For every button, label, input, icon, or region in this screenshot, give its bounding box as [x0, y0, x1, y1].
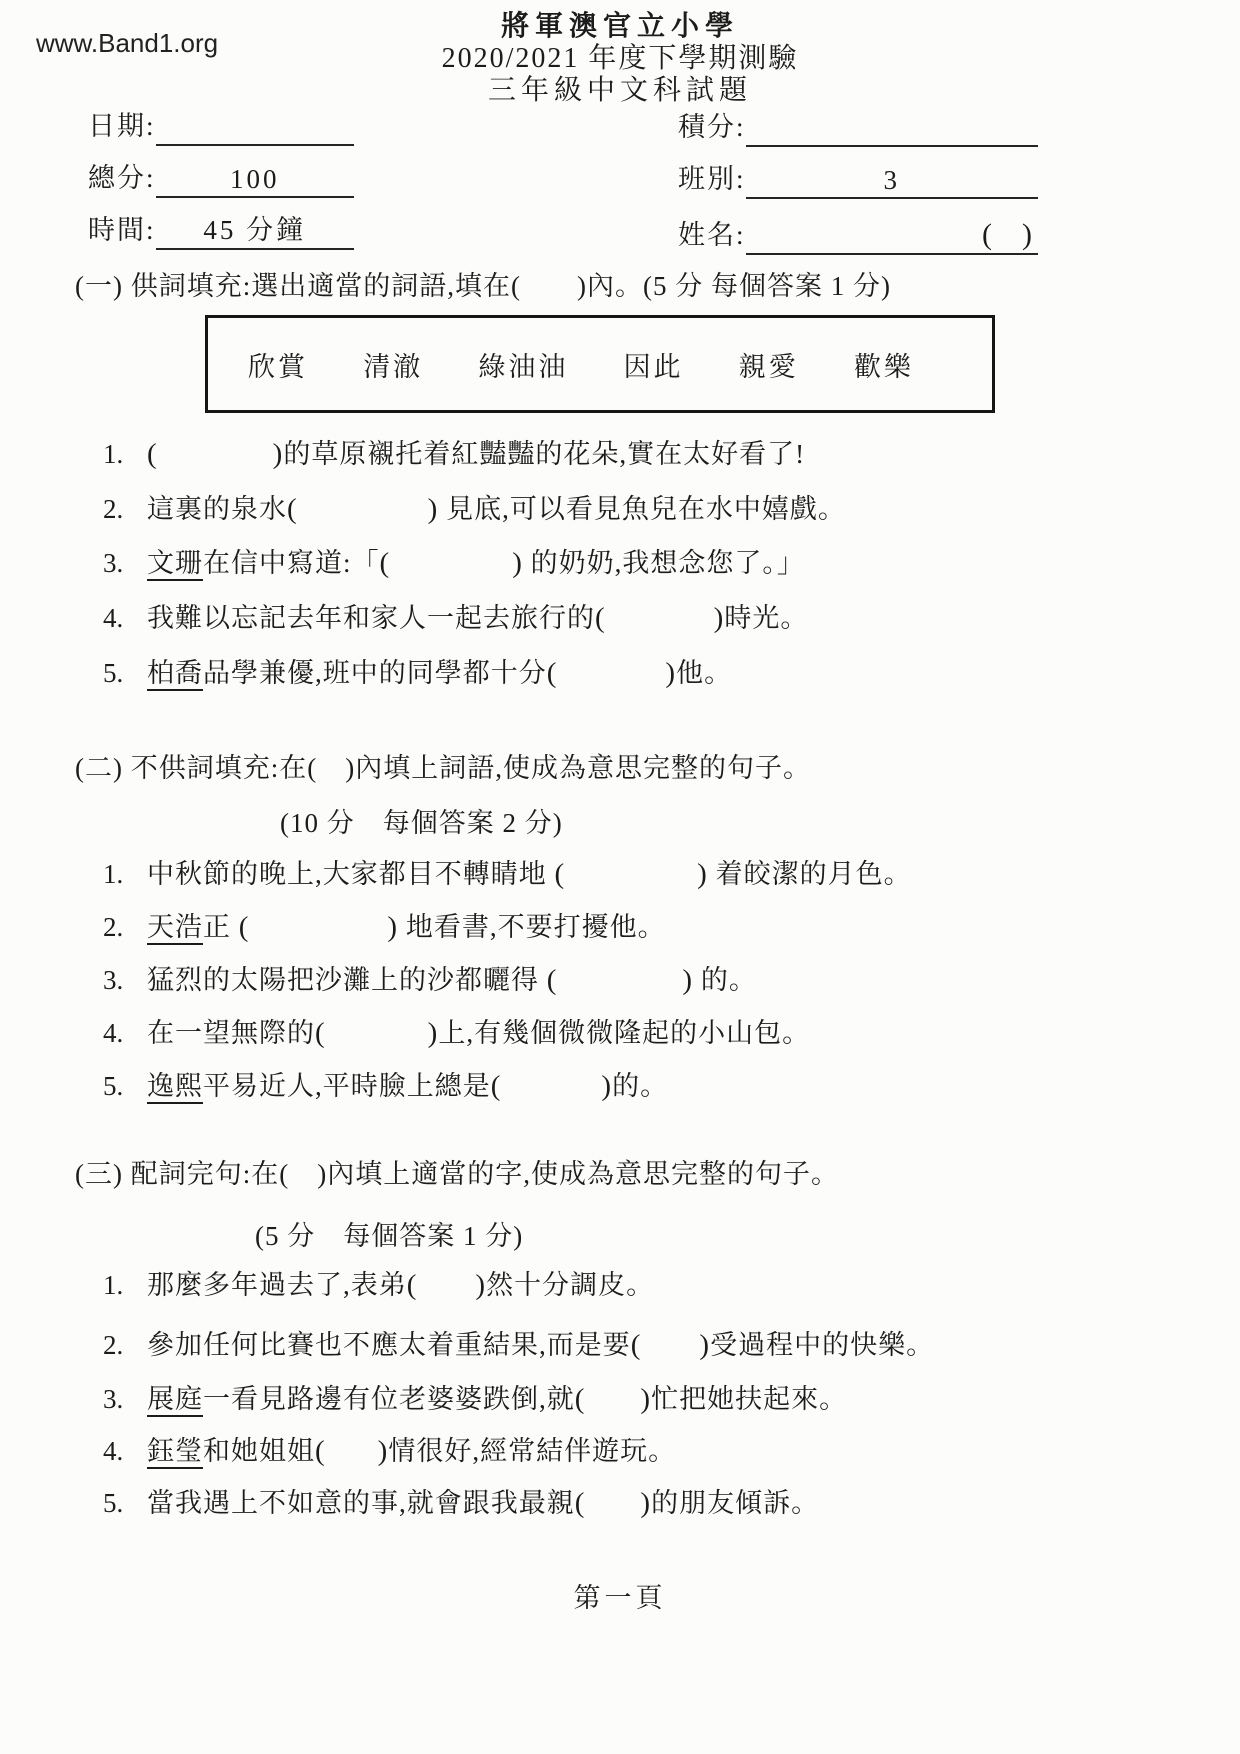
section-3-question-4	[103, 1433, 676, 1469]
person-name-underlined: 鈺瑩	[147, 1436, 203, 1469]
blank-close-paren: )	[512, 547, 523, 579]
section-2-question-1	[103, 856, 912, 892]
answer-blank[interactable]	[298, 514, 428, 518]
answer-blank[interactable]	[565, 879, 697, 883]
field-class-value: 3	[883, 165, 900, 195]
question-text-segment: 着皎潔的月色。	[707, 859, 912, 889]
field-date-label: 日期:	[88, 111, 156, 141]
blank-open-paren: (	[287, 493, 298, 525]
question-text-segment: 上,有幾個微微隆起的小山包。	[438, 1018, 811, 1048]
question-text-segment: 然十分調皮。	[486, 1270, 655, 1300]
section-1-heading: (一) 供詞填充:選出適當的詞語,填在( )內。(5 分 每個答案 1 分)	[75, 271, 891, 301]
section-3-question-3	[103, 1381, 847, 1417]
question-number: 3.	[103, 1384, 124, 1414]
blank-open-paren: (	[147, 438, 158, 470]
question-text	[147, 1267, 654, 1303]
answer-blank[interactable]	[501, 1091, 601, 1095]
field-total-score-label: 總分:	[88, 163, 156, 193]
blank-close-paren: )	[475, 1269, 487, 1301]
term-line: 2020/2021 年度下學期測驗	[441, 43, 799, 74]
class-number-parens: ( )	[982, 218, 1032, 251]
paper-title: 三年級中文科試題	[487, 75, 752, 106]
blank-close-paren: )	[427, 1017, 439, 1049]
section-1-question-5	[103, 655, 732, 691]
question-text-segment: 的朋友傾訴。	[651, 1488, 820, 1518]
section-3-question-1	[103, 1267, 654, 1303]
answer-blank[interactable]	[326, 1456, 378, 1460]
answer-blank[interactable]	[557, 985, 682, 989]
question-text-segment: 他。	[676, 658, 733, 688]
blank-open-paren: (	[238, 911, 250, 943]
person-name-underlined: 逸熙	[147, 1071, 203, 1104]
question-text-segment: 情很好,經常結伴遊玩。	[388, 1436, 677, 1466]
question-number: 1.	[103, 1270, 124, 1300]
section-1-question-1	[103, 436, 805, 472]
question-text	[147, 1433, 676, 1469]
blank-close-paren: )	[377, 1435, 389, 1467]
word-bank-item: 歡樂	[853, 351, 914, 382]
answer-blank[interactable]	[585, 1508, 640, 1512]
blank-open-paren: (	[546, 964, 558, 996]
blank-open-paren: (	[595, 602, 606, 634]
blank-open-paren: (	[379, 547, 391, 579]
section-2-question-4	[103, 1015, 810, 1051]
section-2-question-2	[103, 909, 666, 945]
section-1-question-4	[103, 600, 808, 636]
question-number: 5.	[103, 1488, 124, 1518]
answer-blank[interactable]	[417, 1290, 475, 1294]
person-name-underlined: 天浩	[147, 912, 203, 945]
question-text-segment: 的草原襯托着紅豔豔的花朵,實在太好看了!	[283, 439, 806, 469]
word-bank-box	[205, 315, 995, 413]
question-text-segment: 中秋節的晚上,大家都目不轉睛地	[147, 859, 555, 889]
question-number: 2.	[103, 494, 124, 524]
answer-blank[interactable]	[557, 678, 665, 682]
question-text	[147, 856, 912, 892]
question-text-segment: 的。	[693, 965, 757, 995]
section-2-question-5	[103, 1068, 668, 1104]
field-score	[678, 105, 1038, 147]
question-number: 5.	[103, 1071, 124, 1101]
blank-close-paren: )	[640, 1383, 652, 1415]
question-text-segment: 見底,可以看見魚兒在水中嬉戲。	[438, 494, 846, 524]
word-bank-item: 欣賞	[248, 351, 308, 382]
word-bank-item: 清澈	[363, 351, 424, 382]
question-text	[147, 1381, 847, 1417]
field-time	[88, 208, 354, 250]
field-total-score	[88, 156, 354, 198]
question-text-segment: 時光。	[724, 603, 809, 633]
section-3-question-5	[103, 1485, 819, 1521]
question-text-segment: 的奶奶,我想念您了。」	[522, 548, 805, 578]
field-total-score-line[interactable]	[156, 162, 354, 198]
question-text-segment: 正	[203, 912, 239, 942]
blank-open-paren: (	[546, 657, 558, 689]
section-3-heading: (三) 配詞完句:在( )內填上適當的字,使成為意思完整的句子。	[75, 1159, 839, 1189]
word-bank-item: 親愛	[738, 351, 799, 382]
section-1-question-2	[103, 491, 846, 527]
person-name-underlined: 柏喬	[147, 658, 203, 691]
section-2-question-3	[103, 962, 757, 998]
question-text-segment: 和她姐姐	[203, 1436, 315, 1466]
question-text-segment: 我難以忘記去年和家人一起去旅行的	[147, 603, 595, 633]
school-name: 將軍澳官立小學	[500, 11, 739, 42]
person-name-underlined: 展庭	[147, 1384, 203, 1417]
question-text	[147, 436, 805, 472]
field-time-line[interactable]	[156, 208, 354, 250]
question-text	[147, 1327, 934, 1363]
blank-open-paren: (	[574, 1383, 586, 1415]
blank-close-paren: )	[427, 493, 439, 525]
question-text-segment: 的。	[612, 1071, 669, 1101]
question-text-segment: 受過程中的快樂。	[710, 1330, 935, 1360]
field-score-label: 積分:	[678, 112, 746, 142]
answer-blank[interactable]	[326, 1038, 428, 1042]
field-time-value: 45 分鐘	[203, 215, 307, 245]
question-text-segment: 當我遇上不如意的事,就會跟我最親	[147, 1488, 575, 1518]
field-name	[678, 213, 1038, 255]
field-time-label: 時間:	[88, 215, 156, 245]
question-text	[147, 545, 805, 581]
question-number: 4.	[103, 603, 124, 633]
field-class	[678, 157, 1038, 199]
question-text-segment: 在信中寫道:「	[203, 548, 380, 578]
question-text-segment: 平易近人,平時臉上總是	[203, 1071, 491, 1101]
question-text	[147, 909, 666, 945]
blank-open-paren: (	[315, 1017, 326, 1049]
question-text-segment: 忙把她扶起來。	[651, 1384, 848, 1414]
blank-close-paren: )	[640, 1487, 652, 1519]
blank-close-paren: )	[665, 657, 677, 689]
field-class-line[interactable]	[746, 163, 1038, 199]
question-number: 2.	[103, 1330, 124, 1360]
field-name-line[interactable]	[746, 219, 1038, 255]
question-text	[147, 600, 808, 636]
section-3-question-2	[103, 1327, 934, 1363]
blank-close-paren: )	[699, 1329, 711, 1361]
blank-open-paren: (	[490, 1070, 502, 1102]
question-text	[147, 1485, 819, 1521]
field-name-label: 姓名:	[678, 220, 746, 250]
question-text	[147, 1015, 810, 1051]
person-name-underlined: 文珊	[147, 548, 203, 581]
section-1-question-3	[103, 545, 805, 581]
answer-blank[interactable]	[249, 932, 387, 936]
word-bank-item: 綠油油	[478, 351, 569, 382]
question-text	[147, 491, 846, 527]
blank-open-paren: (	[554, 858, 566, 890]
question-text-segment: 一看見路邊有位老婆婆跌倒,就	[203, 1384, 575, 1414]
question-number: 4.	[103, 1436, 124, 1466]
field-total-score-value: 100	[230, 164, 280, 194]
answer-blank[interactable]	[606, 623, 714, 627]
field-date	[88, 104, 354, 146]
question-text	[147, 1068, 668, 1104]
blank-close-paren: )	[713, 602, 725, 634]
question-number: 1.	[103, 859, 124, 889]
question-text	[147, 655, 732, 691]
section-2-points: (10 分 每個答案 2 分)	[280, 808, 563, 838]
section-3-points: (5 分 每個答案 1 分)	[255, 1221, 524, 1251]
blank-close-paren: )	[387, 911, 399, 943]
question-text-segment: 在一望無際的	[147, 1018, 315, 1048]
blank-close-paren: )	[272, 438, 284, 470]
blank-open-paren: (	[574, 1487, 586, 1519]
question-number: 3.	[103, 965, 124, 995]
site-watermark: www.Band1.org	[36, 28, 219, 58]
question-text-segment: 品學兼優,班中的同學都十分	[203, 658, 547, 688]
blank-open-paren: (	[406, 1269, 418, 1301]
answer-blank[interactable]	[585, 1404, 640, 1408]
blank-open-paren: (	[315, 1435, 326, 1467]
question-text-segment: 參加任何比賽也不應太着重結果,而是要	[147, 1330, 631, 1360]
section-2-heading: (二) 不供詞填充:在( )內填上詞語,使成為意思完整的句子。	[75, 753, 811, 783]
question-number: 3.	[103, 548, 124, 578]
question-number: 2.	[103, 912, 124, 942]
question-number: 4.	[103, 1018, 124, 1048]
blank-close-paren: )	[682, 964, 694, 996]
question-text	[147, 962, 757, 998]
question-text-segment: 地看書,不要打擾他。	[398, 912, 666, 942]
field-score-line[interactable]	[746, 111, 1038, 147]
question-number: 5.	[103, 658, 124, 688]
question-text-segment: 那麼多年過去了,表弟	[147, 1270, 407, 1300]
question-text-segment: 猛烈的太陽把沙灘上的沙都曬得	[147, 965, 547, 995]
page-number-footer: 第一頁	[573, 1583, 667, 1613]
answer-blank[interactable]	[390, 568, 512, 572]
field-class-label: 班別:	[678, 164, 746, 194]
question-number: 1.	[103, 439, 124, 469]
question-text-segment: 這裏的泉水	[147, 494, 287, 524]
blank-close-paren: )	[697, 858, 708, 890]
answer-blank[interactable]	[641, 1350, 699, 1354]
field-date-line[interactable]	[156, 110, 354, 146]
blank-close-paren: )	[601, 1070, 613, 1102]
answer-blank[interactable]	[158, 459, 273, 463]
word-bank-item: 因此	[623, 351, 684, 382]
blank-open-paren: (	[630, 1329, 642, 1361]
